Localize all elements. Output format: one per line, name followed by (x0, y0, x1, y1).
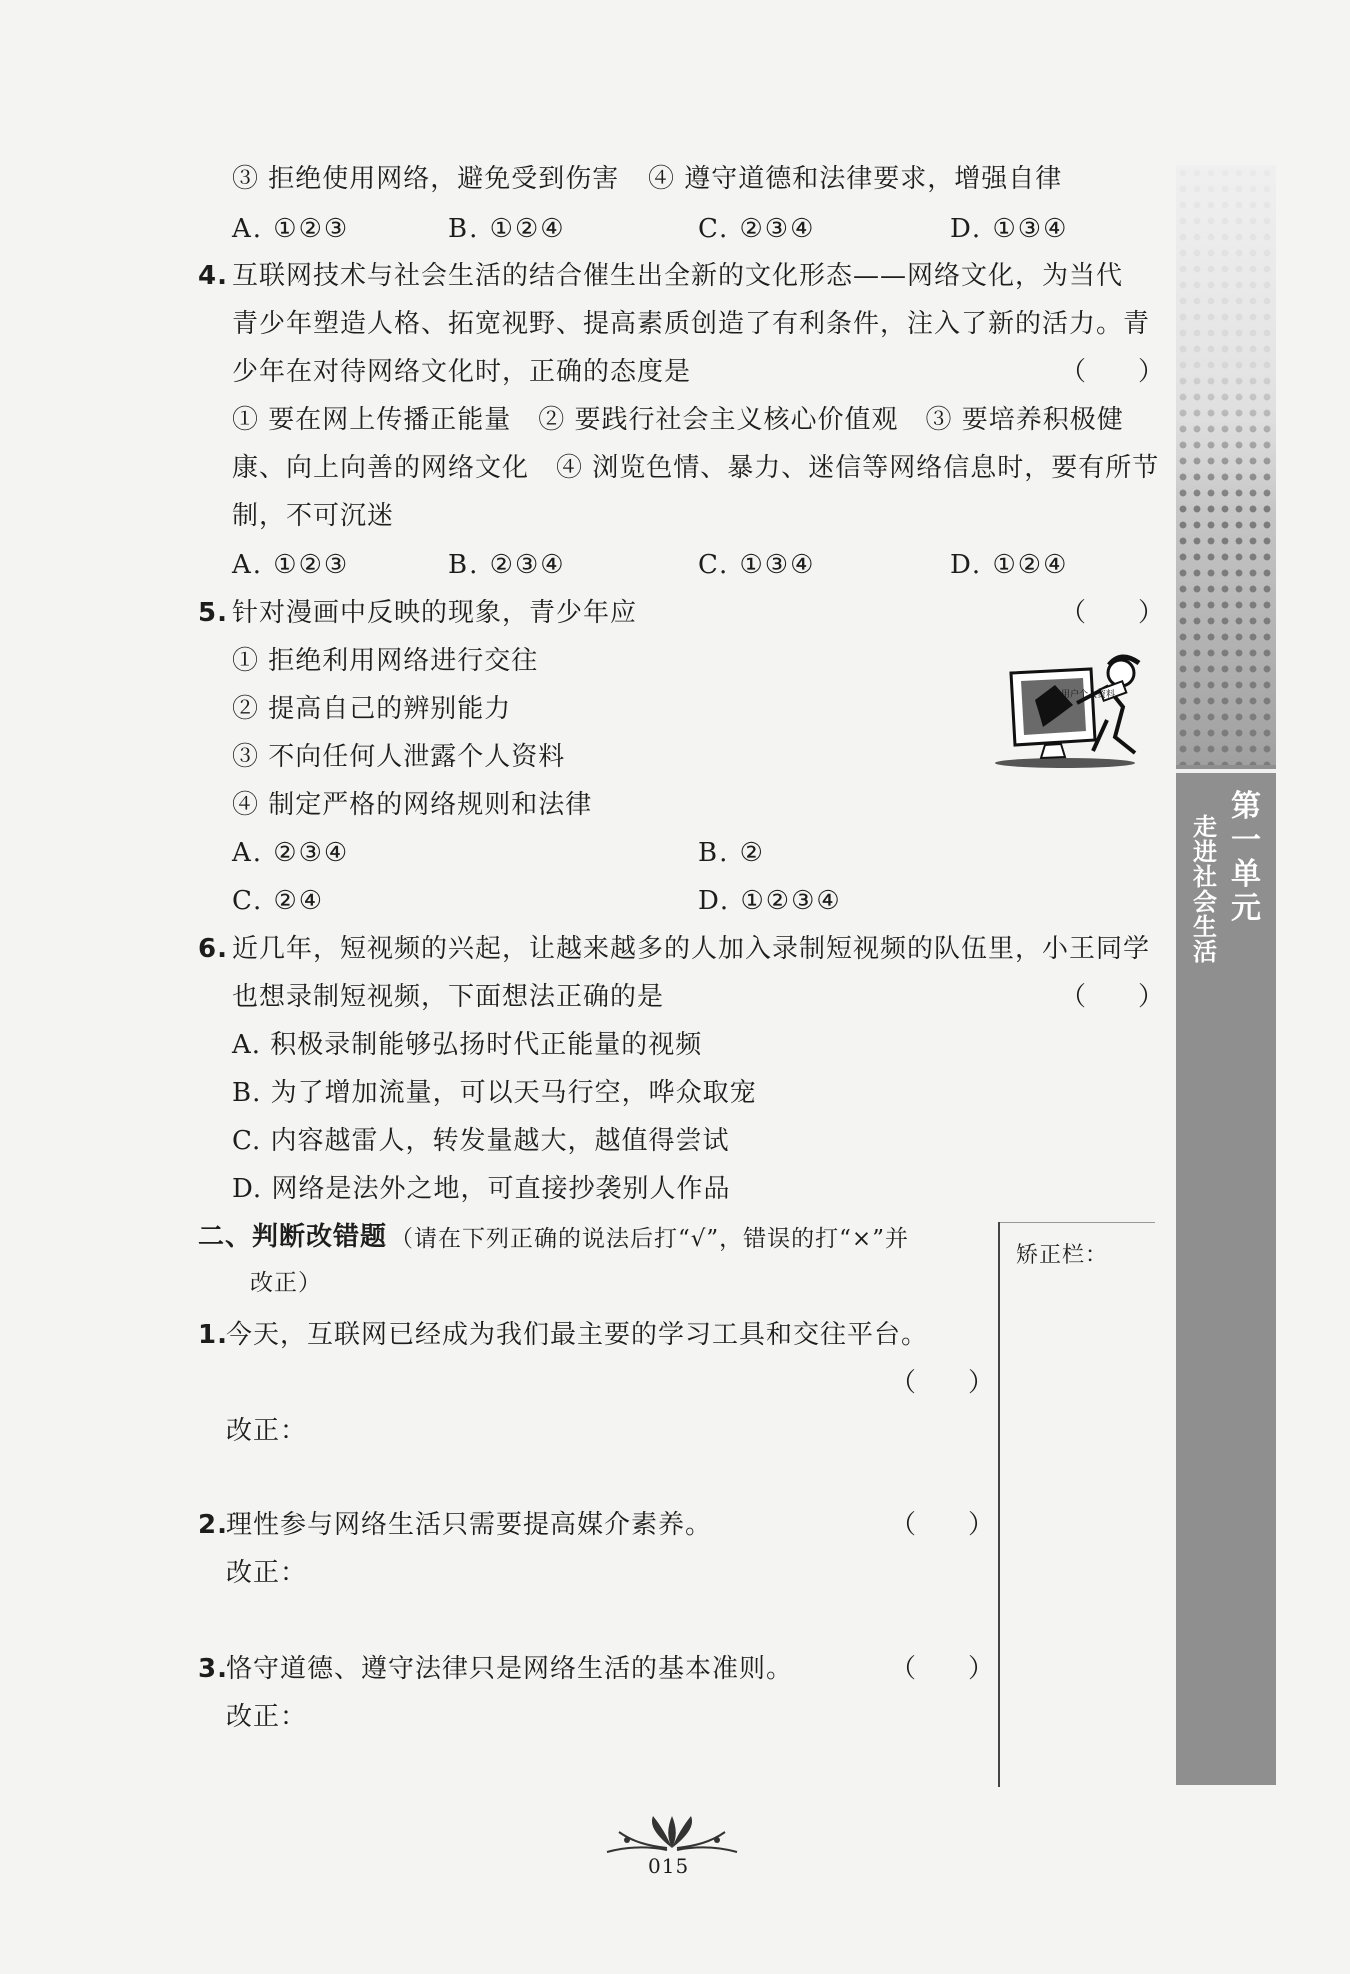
q5-answer-paren[interactable]: （ ） (1060, 598, 1165, 628)
correction-column-label: 矫正栏： (1016, 1243, 1109, 1268)
q3-choice-c: C. ②③④ (698, 214, 816, 244)
cartoon-illustration (995, 645, 1155, 770)
q6-line-1: 近几年，短视频的兴起，让越来越多的人加入录制短视频的队伍里，小王同学 (232, 934, 1151, 964)
q4-line-4: ① 要在网上传播正能量 ② 要践行社会主义核心价值观 ③ 要培养积极健 (232, 405, 1124, 435)
q5-number: 5. (198, 598, 228, 628)
q6-line-2: 也想录制短视频，下面想法正确的是 (232, 982, 665, 1012)
tf-3-number: 3. (198, 1654, 228, 1684)
q3-choice-d: D. ①③④ (950, 214, 1069, 244)
correction-column-divider (998, 1222, 1000, 1787)
q5-choice-a: A. ②③④ (232, 838, 350, 868)
tf-2-statement: 理性参与网络生活只需要提高媒介素养。 (226, 1510, 713, 1540)
q3-choice-b: B. ①②④ (448, 214, 566, 244)
correction-column-top (1000, 1222, 1155, 1223)
tf-2-number: 2. (198, 1510, 228, 1540)
q6-choice-d: D. 网络是法外之地，可直接抄袭别人作品 (232, 1174, 731, 1204)
q4-line-1: 互联网技术与社会生活的结合催生出全新的文化形态——网络文化，为当代 (232, 261, 1124, 291)
sidebar-divider (1176, 769, 1276, 773)
tf-1-correction[interactable]: 改正： (226, 1416, 308, 1446)
section2-instruction-1: （请在下列正确的说法后打“√”，错误的打“×”并 (390, 1226, 909, 1252)
q5-item-3: ③ 不向任何人泄露个人资料 (232, 742, 566, 772)
tf-3-statement: 恪守道德、遵守法律只是网络生活的基本准则。 (226, 1654, 794, 1684)
q6-choice-b: B. 为了增加流量，可以天马行空，哗众取宠 (232, 1078, 757, 1108)
q4-answer-paren[interactable]: （ ） (1060, 357, 1165, 387)
q5-choice-c: C. ②④ (232, 886, 325, 916)
tf-3-answer-paren[interactable]: （ ） (890, 1654, 995, 1684)
q6-choice-c: C. 内容越雷人，转发量越大，越值得尝试 (232, 1126, 730, 1156)
tf-1-answer-paren[interactable]: （ ） (890, 1368, 995, 1398)
footer-ornament-icon (597, 1808, 747, 1858)
tf-1-number: 1. (198, 1320, 228, 1350)
q6-choice-a: A. 积极录制能够弘扬时代正能量的视频 (232, 1030, 703, 1060)
q5-item-4: ④ 制定严格的网络规则和法律 (232, 790, 593, 820)
tf-2-correction[interactable]: 改正： (226, 1558, 308, 1588)
sidebar-gradient (1176, 165, 1276, 505)
q6-answer-paren[interactable]: （ ） (1060, 982, 1165, 1012)
sidebar-unit-title: 走进社会生活 (1193, 813, 1217, 966)
unit-sidebar (1176, 165, 1276, 1785)
q4-line-6: 制，不可沉迷 (232, 501, 395, 531)
q3-option-3: ③ 拒绝使用网络，避免受到伤害 (232, 164, 620, 194)
q5-item-1: ① 拒绝利用网络进行交往 (232, 646, 539, 676)
q4-choice-b: B. ②③④ (448, 550, 566, 580)
q4-line-5: 康、向上向善的网络文化 ④ 浏览色情、暴力、迷信等网络信息时，要有所节 (232, 453, 1160, 483)
page-number: 015 (648, 1854, 690, 1878)
q5-choice-d: D. ①②③④ (698, 886, 842, 916)
q6-number: 6. (198, 934, 228, 964)
q3-choice-a: A. ①②③ (232, 214, 350, 244)
cartoon-label: 用户个人资料 (1061, 690, 1116, 700)
q4-choice-c: C. ①③④ (698, 550, 816, 580)
q4-choice-d: D. ①②④ (950, 550, 1069, 580)
tf-1-statement: 今天，互联网已经成为我们最主要的学习工具和交往平台。 (226, 1320, 929, 1350)
section2-heading: 二、判断改错题 (198, 1222, 388, 1252)
q4-choice-a: A. ①②③ (232, 550, 350, 580)
q3-option-4: ④ 遵守道德和法律要求，增强自律 (648, 164, 1063, 194)
sidebar-unit-label: 第一单元 (1231, 789, 1261, 926)
q4-number: 4. (198, 261, 228, 291)
q5-item-2: ② 提高自己的辨别能力 (232, 694, 512, 724)
q4-line-3: 少年在对待网络文化时，正确的态度是 (232, 357, 692, 387)
section2-instruction-2: 改正） (250, 1270, 322, 1296)
q5-stem: 针对漫画中反映的现象，青少年应 (232, 598, 638, 628)
tf-2-answer-paren[interactable]: （ ） (890, 1510, 995, 1540)
tf-3-correction[interactable]: 改正： (226, 1702, 308, 1732)
q5-choice-b: B. ② (698, 838, 765, 868)
q4-line-2: 青少年塑造人格、拓宽视野、提高素质创造了有利条件，注入了新的活力。青 (232, 309, 1151, 339)
